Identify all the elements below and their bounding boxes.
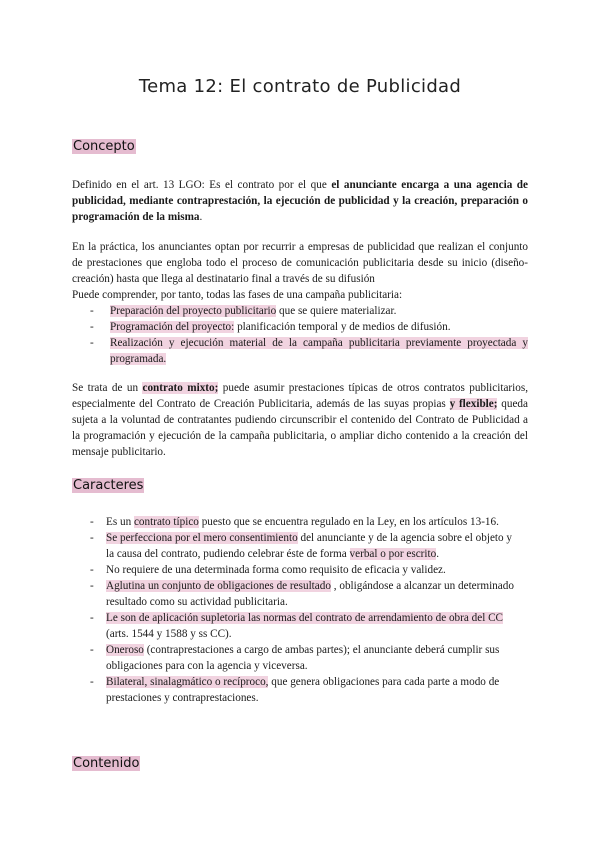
- item-text: puesto que se encuentra regulado en la Ley, en los artículos 13-16.: [198, 516, 499, 528]
- mixto-text: Se trata de un: [72, 382, 143, 394]
- item-text: No requiere de una determinada forma como requisito de eficacia y validez.: [106, 564, 446, 576]
- list-item: [72, 335, 528, 367]
- fase-highlight: Preparación del proyecto publicitario: [110, 305, 277, 317]
- definicion-post: .: [199, 211, 203, 223]
- item-highlight: verbal o por escrito: [349, 548, 437, 560]
- list-item: [72, 530, 520, 562]
- item-highlight: Aglutina un conjunto de obligaciones de resultado: [106, 580, 331, 592]
- item-highlight: Oneroso: [106, 644, 144, 656]
- item-highlight: Le son de aplicación supletoria las normas del contrato de arrendamiento de obra del CC: [106, 612, 504, 624]
- list-item: [72, 610, 520, 642]
- section-heading-concepto: Concepto: [73, 139, 135, 154]
- item-highlight: contrato típico: [133, 516, 199, 528]
- section-heading-contenido: Contenido: [73, 756, 140, 771]
- mixto-text: puede asumir prestaciones típicas de otros contratos publicitarios, especialmente del Contrato de Creación Publicitaria, además de las suyas propias: [72, 382, 529, 410]
- item-text: , obligándose a alcanzar un determinado resultado como su actividad publicitaria.: [106, 580, 514, 608]
- concepto-definicion: [72, 177, 528, 225]
- item-text: (contraprestaciones a cargo de ambas partes); el anunciante deberá cumplir sus obligaciones para con la agencia y viceversa.: [106, 644, 500, 672]
- item-text: que genera obligaciones para cada parte a modo de prestaciones y contraprestaciones.: [106, 676, 500, 704]
- mixto-bold: contrato mixto;: [142, 382, 219, 394]
- caracteres-list-block: [72, 514, 520, 706]
- fases-list: [72, 303, 528, 367]
- fase-text: que se quiere materializar.: [276, 305, 397, 317]
- item-text: Es un: [106, 516, 134, 528]
- definicion-text: Definido en el art. 13 LGO: Es el contrato por el que: [72, 179, 332, 191]
- concepto-parrafo: [72, 239, 528, 367]
- list-item: [72, 642, 520, 674]
- item-highlight: Bilateral, sinalagmático o recíproco,: [106, 676, 269, 688]
- list-item: [72, 562, 520, 578]
- mixto-text: queda sujeta a la voluntad de contratantes pudiendo circunscribir el contenido del Contrato de Publicidad a la programación y ejecución de la campaña publicitaria, o ampliar dicho contenido a la creación del mensaje publicitario.: [72, 398, 528, 458]
- item-text: (arts. 1544 y 1588 y ss CC).: [106, 628, 232, 640]
- fase-highlight: Programación del proyecto:: [110, 321, 235, 333]
- item-text: .: [436, 548, 439, 560]
- page-title: Tema 12: El contrato de Publicidad: [138, 76, 462, 97]
- list-item: [72, 674, 520, 706]
- definicion-bold: el anunciante encarga a una agencia de publicidad, mediante contraprestación, la ejecución de publicidad y la creación, preparación o programación de la misma: [72, 179, 528, 223]
- list-item: [72, 514, 520, 530]
- flexible-bold: y flexible;: [449, 398, 498, 410]
- contrato-mixto-paragraph: [72, 380, 528, 460]
- practica-paragraph: En la práctica, los anunciantes optan por recurrir a empresas de publicidad que realizan el conjunto de prestaciones que engloba todo el proceso de comunicación publicitaria desde su inicio (diseño-creación) hasta que llega al destinatario final a través de su difusión: [72, 241, 528, 285]
- fase-text: planificación temporal y de medios de difusión.: [234, 321, 451, 333]
- fases-intro: Puede comprender, por tanto, todas las fases de una campaña publicitaria:: [72, 289, 403, 301]
- list-item: [72, 578, 520, 610]
- section-heading-caracteres: Caracteres: [73, 478, 144, 493]
- caracteres-list: [72, 514, 520, 706]
- item-highlight: Se perfecciona por el mero consentimiento: [106, 532, 298, 544]
- list-item: [72, 319, 528, 335]
- item-text: del anunciante y de la agencia sobre el objeto y la causa del contrato, pudiendo celebrar éste de forma: [106, 532, 513, 560]
- list-item: [72, 303, 528, 319]
- fase-highlight: Realización y ejecución material de la campaña publicitaria previamente proyectada y programada.: [110, 337, 528, 365]
